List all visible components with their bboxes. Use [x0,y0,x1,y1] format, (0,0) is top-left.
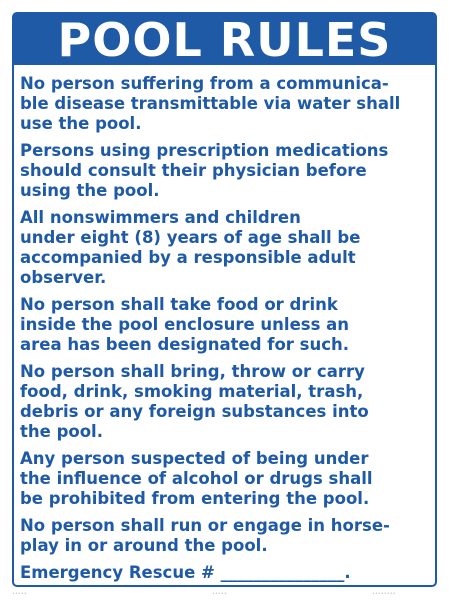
rule-line: No person shall run or engage in horse- [20,516,390,535]
rule-item [20,516,430,556]
rule-line: accompanied by a responsible adult [20,248,356,267]
rule-line: the pool. [20,422,103,441]
rule-line: No person shall take food or drink [20,295,338,314]
title-banner [14,14,435,65]
rule-line: use the pool. [20,114,142,133]
rule-item [20,141,430,201]
footer-fineprint [12,591,437,599]
rule-line: Any person suspected of being under [20,449,369,468]
fineprint-right-mark: •••••••• [372,591,396,597]
rule-line: under eight (8) years of age shall be [20,228,361,247]
rule-line: ble disease transmittable via water shall [20,94,401,113]
rule-item [20,449,430,509]
rule-line: be prohibited from entering the pool. [20,489,370,508]
rule-item [20,362,430,442]
rule-item [20,74,430,134]
pool-rules-sign [12,12,437,587]
rule-line: debris or any foreign substances into [20,402,369,421]
rule-line: should consult their physician before [20,161,367,180]
rule-item [20,208,430,288]
rule-line: the influence of alcohol or drugs shall [20,469,373,488]
rule-line: play in or around the pool. [20,536,268,555]
rule-line: No person suffering from a communica- [20,74,389,93]
rules-list [20,74,430,583]
rule-item [20,295,430,355]
rule-line: Persons using prescription medications [20,141,389,160]
fineprint-center-mark: ••••• [212,591,227,597]
rule-line: All nonswimmers and children [20,208,301,227]
rule-line: using the pool. [20,181,160,200]
emergency-rescue-line: Emergency Rescue # _______________. [20,563,351,582]
sign-title: POOL RULES [57,12,392,67]
rule-line: No person shall bring, throw or carry [20,362,365,381]
fineprint-left-mark: ••••• [12,591,27,597]
rule-line: inside the pool enclosure unless an [20,315,350,334]
rule-line: observer. [20,268,107,287]
rule-line: area has been designated for such. [20,335,350,354]
rule-line: food, drink, smoking material, trash, [20,382,364,401]
